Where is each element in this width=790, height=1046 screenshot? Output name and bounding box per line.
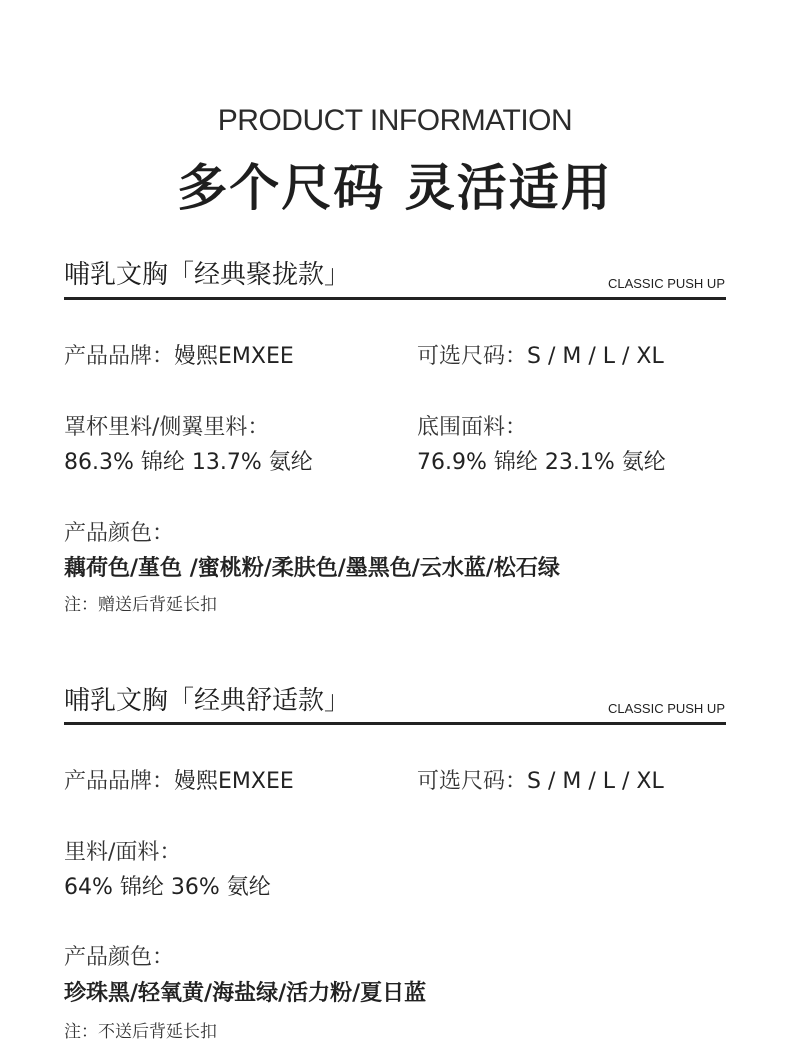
header-chinese-title: 多个尺码 灵活适用 <box>177 159 613 217</box>
section-1-material2-value: 76.9% 锦纶 23.1% 氨纶 <box>417 450 666 475</box>
section-1-brand-row <box>64 339 294 370</box>
section-2-size-row <box>417 764 664 795</box>
size-label: 可选尺码： <box>417 344 528 369</box>
section-1-color-label: 产品颜色： <box>64 521 175 546</box>
size-label: 可选尺码： <box>417 769 528 794</box>
section-1-color-value: 藕荷色/堇色 /蜜桃粉/柔肤色/墨黑色/云水蓝/松石绿 <box>64 556 560 581</box>
section-1-note: 注：赠送后背延长扣 <box>64 595 217 615</box>
header-english-title: PRODUCT INFORMATION <box>217 104 573 137</box>
section-2-color-value: 珍珠黑/轻氧黄/海盐绿/活力粉/夏日蓝 <box>64 981 427 1006</box>
section-1-divider <box>64 297 726 300</box>
brand-label: 产品品牌： <box>64 769 175 794</box>
section-1-size-row <box>417 339 664 370</box>
section-2-subtitle: CLASSIC PUSH UP <box>607 701 725 716</box>
brand-value: 嫚熙EMXEE <box>174 344 294 369</box>
section-2-divider <box>64 722 726 725</box>
section-1-material1-label: 罩杯里料/侧翼里料： <box>64 415 270 440</box>
section-1-title: 哺乳文胸「经典聚拢款」 <box>64 260 351 290</box>
size-value: S / M / L / XL <box>527 769 664 794</box>
section-1-subtitle: CLASSIC PUSH UP <box>607 276 725 291</box>
brand-value: 嫚熙EMXEE <box>174 769 294 794</box>
section-2-material1-value: 64% 锦纶 36% 氨纶 <box>64 875 271 900</box>
section-2-color-label: 产品颜色： <box>64 945 175 970</box>
section-1-material1-value: 86.3% 锦纶 13.7% 氨纶 <box>64 450 313 475</box>
section-2-brand-row <box>64 764 294 795</box>
brand-label: 产品品牌： <box>64 344 175 369</box>
size-value: S / M / L / XL <box>527 344 664 369</box>
section-2-title: 哺乳文胸「经典舒适款」 <box>64 686 351 716</box>
section-1-material2-label: 底围面料： <box>417 415 528 440</box>
section-2-material1-label: 里料/面料： <box>64 840 182 865</box>
section-2-note: 注：不送后背延长扣 <box>64 1022 217 1042</box>
